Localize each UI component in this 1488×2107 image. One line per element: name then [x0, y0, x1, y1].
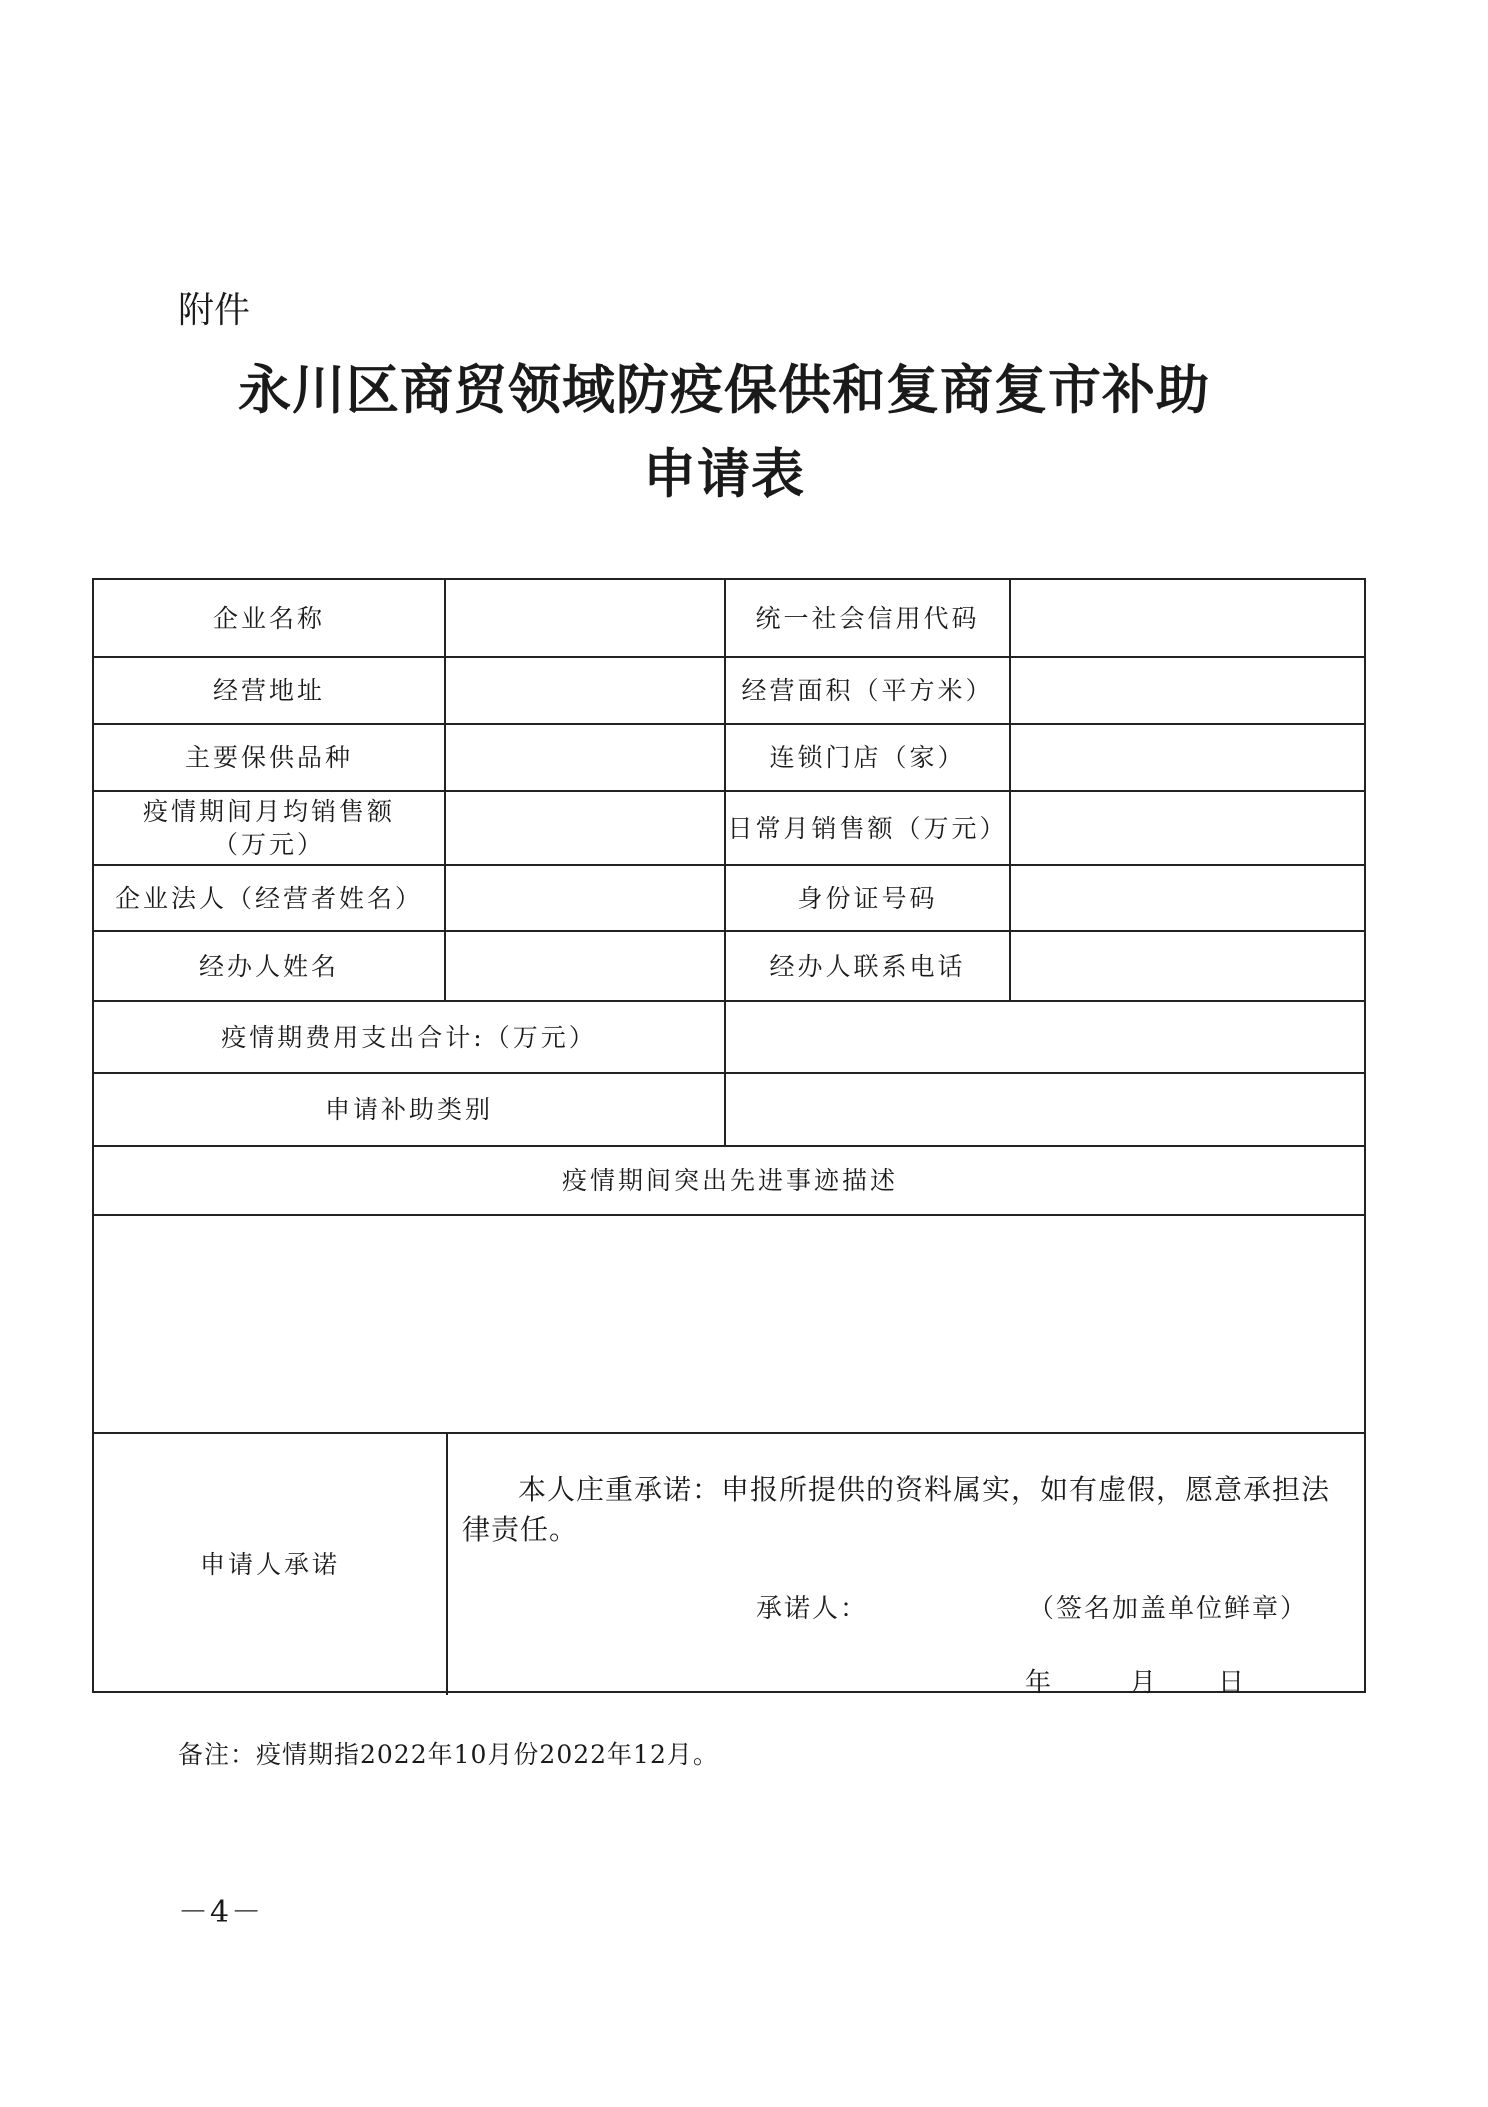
id-number-label: 身份证号码 — [797, 883, 938, 913]
handler-name-label: 经办人姓名 — [198, 951, 339, 981]
deeds-label: 疫情期间突出先进事迹描述 — [561, 1166, 898, 1195]
footnote: 备注：疫情期指2022年10月份2022年12月。 — [178, 1740, 719, 1769]
pandemic-sales-label-line2: （万元） — [212, 830, 325, 859]
pledge-text: 本人庄重承诺：申报所提供的资料属实，如有虚假，愿意承担法律责任。 — [462, 1473, 1331, 1546]
main-goods-label: 主要保供品种 — [184, 743, 353, 772]
handler-phone-label: 经办人联系电话 — [769, 951, 966, 981]
daily-sales-label: 日常月销售额（万元） — [727, 813, 1008, 843]
handler-name-field[interactable] — [446, 932, 724, 1000]
date-month-label: 月 — [1130, 1668, 1159, 1698]
pledger-label: 承诺人： — [756, 1594, 869, 1624]
credit-code-label: 统一社会信用代码 — [755, 603, 980, 633]
address-label: 经营地址 — [212, 676, 325, 705]
chain-stores-label: 连锁门店（家） — [769, 743, 966, 772]
pledger-note: （签名加盖单位鲜章） — [1028, 1594, 1309, 1624]
expense-total-label: 疫情期费用支出合计:（万元） — [221, 1022, 597, 1052]
pandemic-sales-label-line1: 疫情期间月均销售额 — [142, 797, 395, 826]
expense-total-field[interactable] — [726, 1002, 1366, 1072]
area-label: 经营面积（平方米） — [741, 676, 994, 705]
legal-person-label: 企业法人（经营者姓名） — [114, 883, 423, 913]
main-goods-field[interactable] — [446, 725, 724, 790]
form-title: 永川区商贸领域防疫保供和复商复市补助 — [238, 359, 1210, 421]
company-name-label: 企业名称 — [212, 603, 325, 633]
id-number-field[interactable] — [1011, 866, 1366, 930]
page-number: －4－ — [178, 1895, 264, 1930]
handler-phone-field[interactable] — [1011, 932, 1366, 1000]
subsidy-category-label: 申请补助类别 — [324, 1095, 493, 1124]
pandemic-sales-label — [94, 792, 444, 864]
date-year-label: 年 — [1025, 1668, 1054, 1698]
date-day-label: 日 — [1218, 1668, 1247, 1698]
address-field[interactable] — [446, 658, 724, 723]
daily-sales-field[interactable] — [1011, 792, 1366, 864]
chain-stores-field[interactable] — [1011, 725, 1366, 790]
credit-code-field[interactable] — [1011, 580, 1366, 656]
pandemic-sales-field[interactable] — [446, 792, 724, 864]
subsidy-category-field[interactable] — [726, 1074, 1366, 1145]
legal-person-field[interactable] — [446, 866, 724, 930]
attachment-label: 附件 — [178, 290, 251, 331]
area-field[interactable] — [1011, 658, 1366, 723]
deeds-description-field[interactable] — [94, 1216, 1366, 1432]
applicant-pledge-label: 申请人承诺 — [199, 1550, 340, 1579]
company-name-field[interactable] — [446, 580, 724, 656]
form-subtitle: 申请表 — [643, 443, 805, 505]
